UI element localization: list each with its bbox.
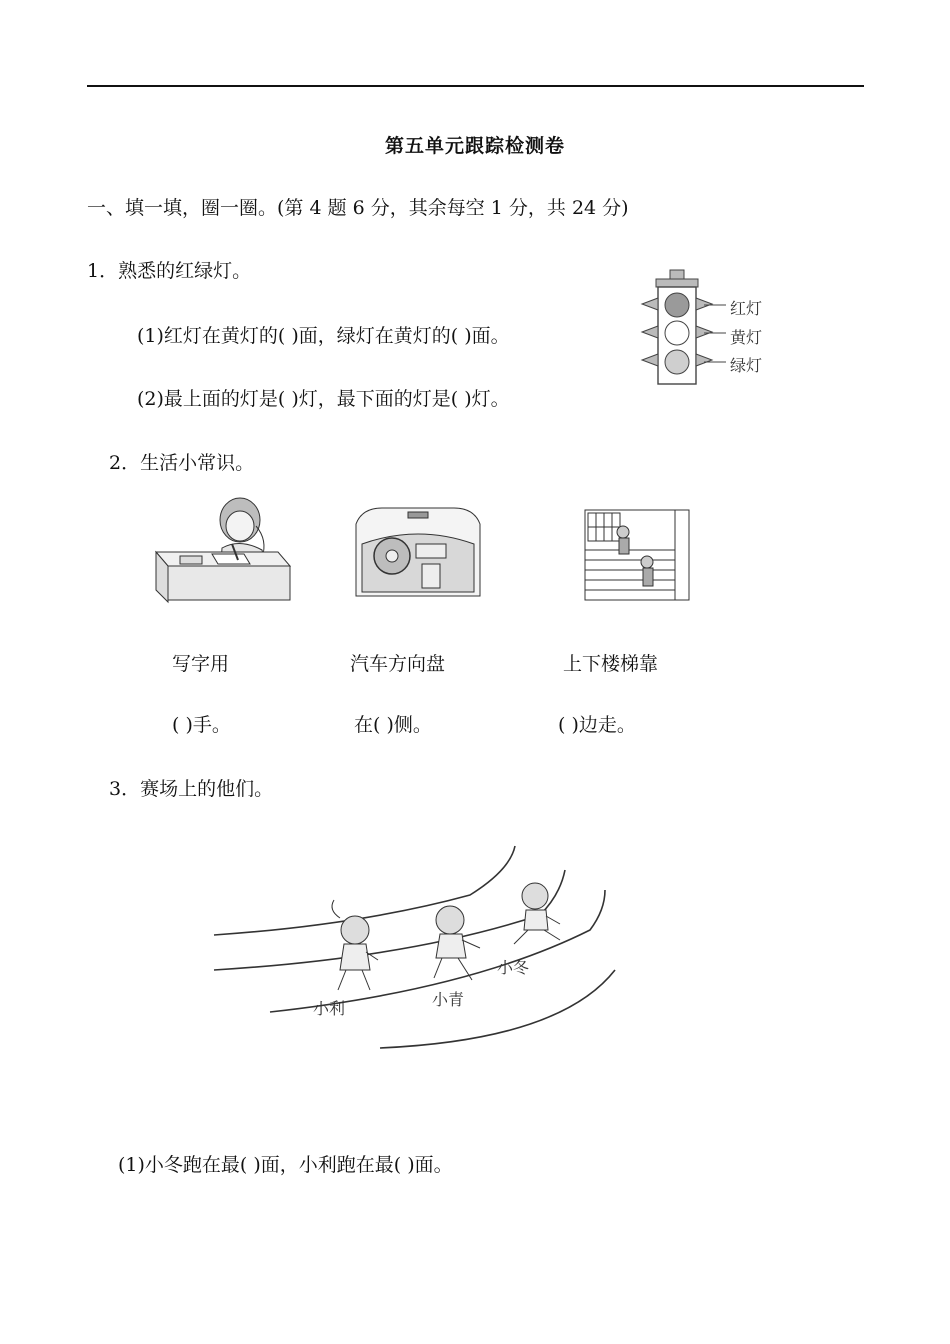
section-heading: 一、填一填，圈一圈。(第 4 题 6 分，其余每空 1 分，共 24 分) [87,197,629,219]
page-title: 第五单元跟踪检测卷 [384,135,565,157]
light-label-green: 绿灯 [730,356,763,375]
q2-heading: 2．生活小常识。 [109,452,255,474]
q2-answer-stairs: ( )边走。 [558,714,636,736]
runner-label-xiaodong: 小冬 [497,958,530,977]
light-label-red: 红灯 [730,299,763,318]
light-label-yellow: 黄灯 [730,328,763,347]
girl-writing-illustration [152,492,292,604]
runner-label-xiaoli: 小利 [313,999,346,1018]
q3-heading: 3．赛场上的他们。 [109,778,274,800]
q1-heading: 1．熟悉的红绿灯。 [87,260,252,282]
runner-label-xiaoqing: 小青 [432,990,465,1009]
car-dashboard-illustration [352,504,484,600]
q2-caption-stairs: 上下楼梯靠 [563,653,659,675]
stairs-illustration [585,510,689,600]
q1-item1: (1)红灯在黄灯的( )面，绿灯在黄灯的( )面。 [137,325,510,347]
q2-answer-writing: ( )手。 [172,714,231,736]
q2-caption-steering: 汽车方向盘 [350,653,446,675]
q1-item2: (2)最上面的灯是( )灯，最下面的灯是( )灯。 [137,388,510,410]
q3-item1: (1)小冬跑在最( )面，小利跑在最( )面。 [118,1154,453,1176]
top-rule [87,85,864,87]
q2-answer-steering: 在( )侧。 [354,714,432,736]
race-track-illustration [210,840,630,1055]
q2-caption-writing: 写字用 [172,653,230,675]
